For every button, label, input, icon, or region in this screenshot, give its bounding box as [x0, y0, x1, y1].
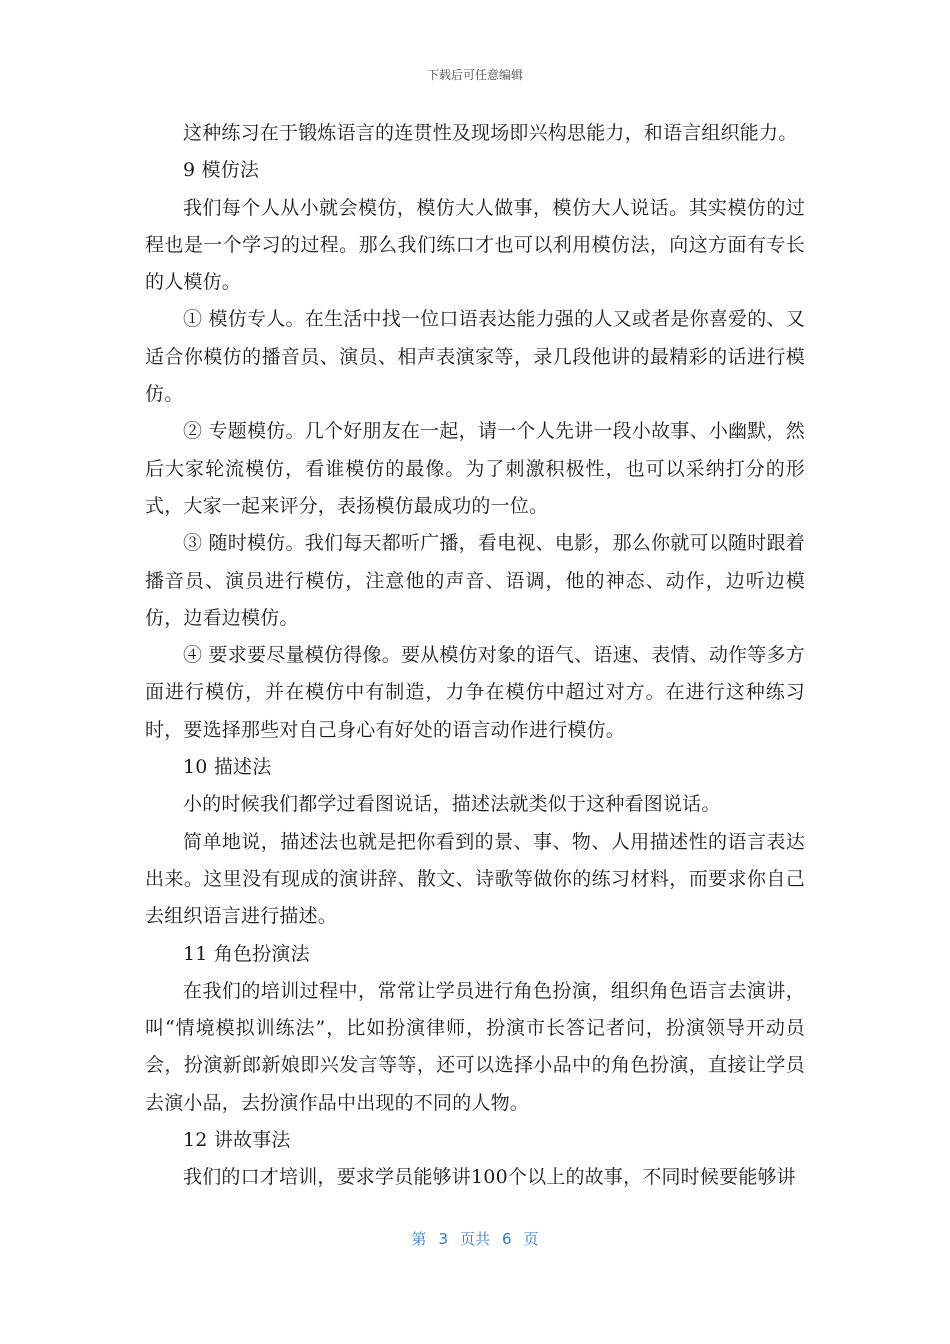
- paragraph: 我们的口才培训，要求学员能够讲100个以上的故事，不同时候要能够讲: [183, 1166, 796, 1189]
- list-item: ③ 随时模仿。我们每天都听广播，看电视、电影，那么你就可以随时跟着播音员、演员进行模仿，注意他的声音、语调，他的神态、动作，边听边模仿，边看边模仿。: [145, 532, 805, 629]
- list-item: ① 模仿专人。在生活中找一位口语表达能力强的人又或者是你喜爱的、又适合你模仿的播音员、演员、相声表演家等，录几段他讲的最精彩的话进行模仿。: [145, 308, 805, 406]
- paragraph: 我们每个人从小就会模仿，模仿大人做事，模仿大人说话。其实模仿的过程也是一个学习的过程。那么我们练口才也可以利用模仿法，向这方面有专长的人模仿。: [145, 196, 805, 294]
- document-body: [145, 115, 805, 1197]
- list-item: ④ 要求要尽量模仿得像。要从模仿对象的语气、语速、表情、动作等多方面进行模仿，并在模仿中有制造，力争在模仿中超过对方。在进行这种练习时，要选择那些对自己身心有好处的语言动作进行模仿。: [145, 644, 805, 741]
- page-mid: 页共: [459, 1230, 490, 1248]
- section-heading: 10 描述法: [183, 756, 272, 779]
- list-item: ② 专题模仿。几个好朋友在一起，请一个人先讲一段小故事、小幽默，然后大家轮流模仿，看谁模仿的最像。为了刺激积极性，也可以采纳打分的形式，大家一起来评分，表扬模仿最成功的一位。: [145, 420, 805, 517]
- paragraph: 简单地说，描述法也就是把你看到的景、事、物、人用描述性的语言表达出来。这里没有现成的演讲辞、散文、诗歌等做你的练习材料，而要求你自己去组织语言进行描述。: [145, 830, 805, 928]
- section-heading: 11 角色扮演法: [183, 942, 310, 965]
- page-total: 6: [502, 1230, 512, 1248]
- page-current: 3: [438, 1230, 448, 1248]
- section-heading: 9 模仿法: [183, 159, 260, 182]
- page-header: 下载后可任意编辑: [426, 68, 523, 82]
- page-footer: [0, 1228, 950, 1249]
- section-heading: 12 讲故事法: [183, 1129, 291, 1152]
- paragraph: 小的时候我们都学过看图说话，描述法就类似于这种看图说话。: [183, 793, 721, 816]
- page-label: 第: [411, 1230, 427, 1248]
- paragraph: 在我们的培训过程中，常常让学员进行角色扮演，组织角色语言去演讲，叫“情境模拟训练法”，比如扮演律师，扮演市长答记者问，扮演领导开动员会，扮演新郎新娘即兴发言等等，还可以选择小品中的角色扮演，直接让学员去演小品，去扮演作品中出现的不同的人物。: [145, 979, 805, 1114]
- paragraph: 这种练习在于锻炼语言的连贯性及现场即兴构思能力，和语言组织能力。: [183, 122, 798, 144]
- page-end: 页: [523, 1230, 539, 1248]
